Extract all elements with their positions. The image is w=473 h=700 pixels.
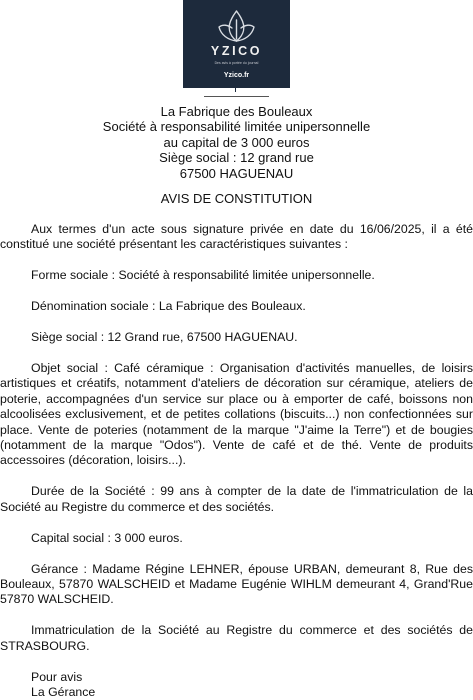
company-name-paragraph: Dénomination sociale : La Fabrique des Bouleaux. <box>31 299 306 314</box>
company-capital: au capital de 3 000 euros <box>163 134 310 150</box>
intro-paragraph: Aux termes d'un acte sous signature privée en date du 16/06/2025, il a été constitué une société présentant les caractéristiques suivantes : <box>0 222 473 252</box>
company-legal-form: Société à responsabilité limitée unipersonnelle <box>102 119 371 135</box>
logo-url: Yzico.fr <box>223 72 250 79</box>
registration-paragraph: Immatriculation de la Société au Registre du commerce et des sociétés de STRASBOURG. <box>0 623 473 653</box>
company-address: Siège social : 12 grand rue <box>159 150 314 166</box>
lotus-leaf-icon <box>214 6 259 44</box>
corporate-purpose-paragraph: Objet social : Café céramique : Organisation d'activités manuelles, de loisirs artistiques et créatifs, notamment d'ateliers de décoration sur céramique, ateliers de poterie, accompagnées d'un service sur place ou à emporter de café, boissons non alcoolisées exclusivement, et de petites collations (biscuits...) non confectionnées sur place. Vente de poteries (notamment de la marque "J'aime la Terre") et de bougies (notamment de la marque "Odos"). Vente de café et de thé. Vente de produits accessoires (décoration, loisirs...). <box>0 361 473 468</box>
company-name: La Fabrique des Bouleaux <box>160 104 313 119</box>
closing-line-pour-avis: Pour avis <box>31 669 83 684</box>
header-divider <box>204 96 269 97</box>
closing-line-signatory: La Gérance <box>31 685 96 700</box>
logo-tick <box>235 88 236 92</box>
share-capital-paragraph: Capital social : 3 000 euros. <box>31 530 183 545</box>
registered-office-paragraph: Siège social : 12 Grand rue, 67500 HAGUENAU. <box>31 330 298 345</box>
duration-paragraph: Durée de la Société : 99 ans à compter de la date de l'immatriculation de la Société au Registre du commerce et des sociétés. <box>0 484 473 514</box>
management-paragraph: Gérance : Madame Régine LEHNER, épouse URBAN, demeurant 8, Rue des Bouleaux, 57870 WALSCHEID et Madame Eugénie WIHLM demeurant 4, Grand'Rue 57870 WALSCHEID. <box>0 561 473 607</box>
legal-form-paragraph: Forme sociale : Société à responsabilité limitée unipersonnelle. <box>31 268 375 283</box>
publisher-logo <box>183 0 290 88</box>
company-city: 67500 HAGUENAU <box>179 165 294 181</box>
logo-wordmark: YZICO <box>210 44 263 58</box>
company-header <box>0 104 473 181</box>
notice-title: AVIS DE CONSTITUTION <box>160 191 313 206</box>
logo-tagline: Des avis à portée du journal <box>214 61 259 65</box>
notice-body <box>0 222 473 700</box>
closing-signature <box>0 670 473 700</box>
